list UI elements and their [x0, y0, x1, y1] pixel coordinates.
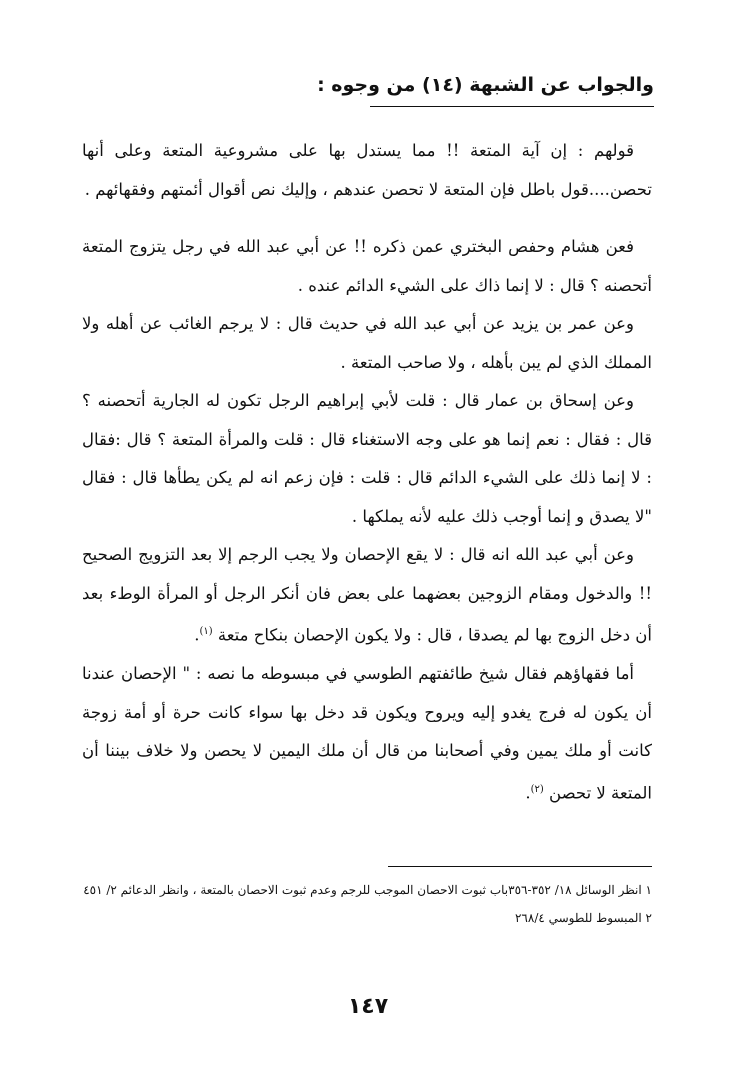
paragraph-claim: قولهم : إن آية المتعة !! مما يستدل بها على مشروعية المتعة وعلى أنها تحصن....قول باطل فإن المتعة لا تحصن عندهم ، وإليك نص أقوال أئمتهم وفقهائهم . [82, 141, 652, 199]
section-heading: والجواب عن الشبهة (١٤) من وجوه : [317, 74, 654, 96]
paragraph-umar-narration: وعن عمر بن يزيد عن أبي عبد الله في حديث قال : لا يرجم الغائب عن أهله ولا المملك الذي لم يبن بأهله ، ولا صاحب المتعة . [82, 314, 652, 372]
body-text [82, 132, 652, 813]
page-number: ١٤٧ [347, 994, 389, 1019]
footnote-2: ٢ المبسوط للطوسي ٢٦٨/٤ [514, 911, 652, 925]
paragraph-hisham-narration: فعن هشام وحفص البختري عمن ذكره !! عن أبي عبد الله في رجل يتزوج المتعة أتحصنه ؟ قال : لا إنما ذاك على الشيء الدائم عنده . [82, 237, 652, 295]
paragraph-tusi-quote: أما فقهاؤهم فقال شيخ طائفتهم الطوسي في مبسوطه ما نصه : " الإحصان عندنا أن يكون له فرج يغدو إليه ويروح ويكون قد دخل بها سواء كانت حرة أو أمة زوجة كانت أو ملك يمين وفي أصحابنا من قال أن ملك اليمين لا يحصن ولا خلاف بيننا أن المتعة لا تحصن $^{(٢)}$. [82, 664, 652, 802]
footnote-divider [388, 866, 652, 867]
paragraph-abu-abdullah-narration: وعن أبي عبد الله انه قال : لا يقع الإحصان ولا يجب الرجم إلا بعد التزويج الصحيح !! والدخول ومقام الزوجين بعضهما على بعض فان أنكر الرجل أو المرأة الوطء بعد أن دخل الزوج بها لم يصدقا ، قال : ولا يكون الإحصان بنكاح متعة $^{(١)}$. [82, 545, 652, 645]
footnote-ref-1[interactable]: (١) [199, 626, 213, 637]
footnote-1: ١ انظر الوسائل ١٨/ ٣٥٢-٣٥٦باب ثبوت الاحصان الموجب للرجم وعدم ثبوت الاحصان بالمتعة ، وانظر الدعائم ٢/ ٤٥١ [83, 883, 652, 897]
paragraph-text: وعن أبي عبد الله انه قال : لا يقع الإحصان ولا يجب الرجم إلا بعد التزويج الصحيح !! والدخول ومقام الزوجين بعضهما على بعض فان أنكر الرجل أو المرأة الوطء بعد أن دخل الزوج بها لم يصدقا ، قال : ولا يكون الإحصان بنكاح متعة [82, 545, 652, 645]
paragraph-text: أما فقهاؤهم فقال شيخ طائفتهم الطوسي في مبسوطه ما نصه : " الإحصان عندنا أن يكون له فرج يغدو إليه ويروح ويكون قد دخل بها سواء كانت حرة أو أمة زوجة كانت أو ملك يمين وفي أصحابنا من قال أن ملك اليمين لا يحصن ولا خلاف بيننا أن المتعة لا تحصن [82, 664, 652, 802]
footnotes [82, 876, 652, 932]
paragraph-gap [82, 209, 652, 228]
footnote-ref-2[interactable]: (٢) [530, 783, 544, 795]
heading-underline [370, 106, 654, 107]
paragraph-ishaq-narration: وعن إسحاق بن عمار قال : قلت لأبي إبراهيم الرجل تكون له الجارية أتحصنه ؟ قال : فقال : نعم إنما هو على وجه الاستغناء قال : قلت والمرأة المتعة ؟ قال :فقال : لا إنما ذلك على الشيء الدائم قال : قلت : فإن زعم انه لم يكن يطأها قال : فقال "لا يصدق و إنما أوجب ذلك عليه لأنه يملكها . [82, 391, 652, 526]
